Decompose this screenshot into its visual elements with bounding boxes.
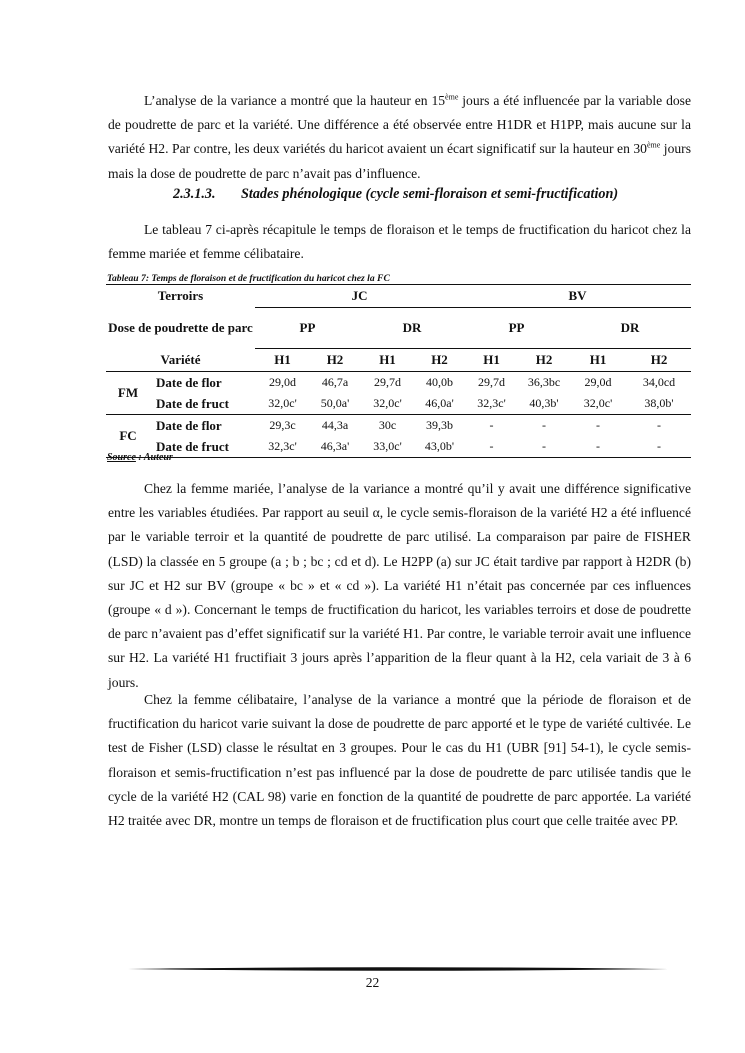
section-number: 2.3.1.3. (173, 186, 216, 202)
table-cell: 50,0a' (310, 393, 360, 415)
table-cell: 32,0c' (360, 393, 415, 415)
variete-h2: H2 (415, 349, 464, 372)
table-cell: 46,3a' (310, 436, 360, 458)
table-cell: 34,0cd (642, 375, 676, 389)
table-caption: Tableau 7: Temps de floraison et de fructification du haricot chez la FC (107, 273, 390, 284)
row-label: Date de flor (156, 417, 222, 433)
dose-dr-bv: DR (620, 320, 640, 335)
table-cell: 46,7a (321, 375, 349, 389)
dose-pp-jc: PP (299, 320, 316, 335)
section-title: Stades phénologique (cycle semi-floraison et semi-fructification) (241, 186, 619, 202)
variete-h1: H1 (360, 349, 415, 372)
table-cell: - (596, 418, 601, 432)
table-cell: 32,0c' (255, 393, 310, 415)
superscript: ème (445, 92, 459, 102)
variete-h2: H2 (310, 349, 360, 372)
paragraph-table-intro: Le tableau 7 ci-après récapitule le temps de floraison et le temps de fructification du haricot chez la femme mariée et femme célibataire. (108, 222, 691, 262)
paragraph-text: jours mais la dose de poudrette de parc n’avait pas d’influence. (108, 141, 691, 181)
table-cell: 29,0d (584, 375, 612, 389)
row-label: Date de fruct (150, 393, 255, 415)
table-cell: - (569, 436, 627, 458)
terroirs-label: Terroirs (106, 285, 255, 308)
variete-h1: H1 (569, 349, 627, 372)
table-source (107, 452, 173, 463)
header-row-terroirs (106, 285, 691, 308)
table-row (106, 393, 691, 415)
paragraph-height-analysis (108, 89, 691, 186)
table-cell: 39,3b (426, 418, 453, 432)
footer-divider (128, 965, 668, 973)
table-cell: - (519, 436, 569, 458)
phenology-table (106, 284, 691, 458)
dose-dr-jc: DR (402, 320, 422, 335)
header-row-dose (106, 308, 691, 349)
table-cell: 40,3b' (519, 393, 569, 415)
variete-h2: H2 (519, 349, 569, 372)
row-label: Date de flor (156, 374, 222, 390)
row-label: Date de fruct (150, 436, 255, 458)
table-cell: 29,7d (478, 375, 506, 389)
paragraph-single-women: Chez la femme célibataire, l’analyse de la variance a montré que la période de floraison et de fructification du haricot varie suivant la dose de poudrette de parc apporté et le type de variété cultivée. Le test de Fisher (LSD) classe le résultat en 3 groupes. Pour le cas du H1 (UBR [91] 54-1), le cycle semis-floraison et semis-fructification n’est pas influencé par la dose de poudrette de parc utilisée tandis que le cycle de la variété H2 (CAL 98) varie en fonction de la quantité de poudrette de parc apportée. La variété H2 traitée avec DR, montre un temps de floraison et de fructification plus court que celle traitée avec PP. (108, 692, 691, 829)
dose-label: Dose de poudrette de parc (108, 320, 253, 335)
source-value: : Auteur (135, 452, 173, 463)
table-cell: 40,0b (426, 375, 453, 389)
table-cell: 36,3bc (527, 375, 561, 389)
table-cell: 38,0b' (627, 393, 691, 415)
table-cell: - (657, 418, 662, 432)
superscript: ème (646, 140, 661, 150)
source-label: Source (107, 452, 136, 463)
table-cell: 29,7d (374, 375, 401, 389)
variete-label: Variété (106, 349, 255, 372)
table-cell: 32,0c' (569, 393, 627, 415)
table-cell: - (542, 418, 547, 432)
table-cell: - (489, 418, 494, 432)
table-cell: 33,0c' (360, 436, 415, 458)
table-cell: 29,3c (269, 418, 296, 432)
table-cell: 43,0b' (415, 436, 464, 458)
table-cell: 44,3a (321, 418, 349, 432)
page-number: 22 (365, 975, 380, 990)
variete-h1: H1 (464, 349, 519, 372)
table-cell: 29,0d (269, 375, 296, 389)
paragraph-married-women: Chez la femme mariée, l’analyse de la variance a montré qu’il y avait une différence significative entre les variables étudiées. Par rapport au seuil α, le cycle semis-floraison de la variété H2 a été influencé par le variable terroir et la quantité de poudrette de parc utilisé. La comparaison par paire de FISHER (LSD) la classée en 5 groupe (a ; b ; bc ; cd et d). Le H2PP (a) sur JC était tardive par rapport à H2DR (b) sur JC et H2 sur BV (groupe « bc » et « cd »). La variété H1 n’était pas concernée par ces influences (groupe « d »). Concernant le temps de fructification du haricot, les variables terroirs et dose de poudrette de parc n’avaient pas d’effet significatif sur la variété H1. Par contre, le variable terroir avait une influence sur H2. La variété H1 fructifiait 3 jours après l’apparition de la fleur quant à la H2, cela variait de 3 à 6 jours. (108, 481, 691, 690)
variete-h2: H2 (627, 349, 691, 372)
table-cell: 30c (378, 418, 397, 432)
table-cell: 46,0a' (415, 393, 464, 415)
table-cell: - (627, 436, 691, 458)
variete-h1: H1 (255, 349, 310, 372)
table-cell: 32,3c' (255, 436, 310, 458)
header-row-variete (106, 349, 691, 372)
group-label: FC (106, 415, 150, 458)
terroir-jc: JC (255, 285, 464, 308)
table-cell: - (464, 436, 519, 458)
dose-pp-bv: PP (508, 320, 525, 335)
table-row (106, 372, 691, 394)
group-label: FM (106, 372, 150, 415)
terroir-bv: BV (464, 285, 691, 308)
table-row (106, 436, 691, 458)
paragraph-text: jours a été influencée par la variable dose de poudrette de parc et la variété. Une différence a été observée entre H1DR et H1PP, mais aucune sur la variété H2. Par contre, les deux variétés du haricot avaient un écart significatif sur la hauteur en 30 (108, 93, 691, 157)
section-heading (173, 186, 618, 203)
table-cell: 32,3c' (464, 393, 519, 415)
table-row (106, 415, 691, 437)
paragraph-text: L’analyse de la variance a montré que la hauteur en 15 (144, 93, 446, 108)
